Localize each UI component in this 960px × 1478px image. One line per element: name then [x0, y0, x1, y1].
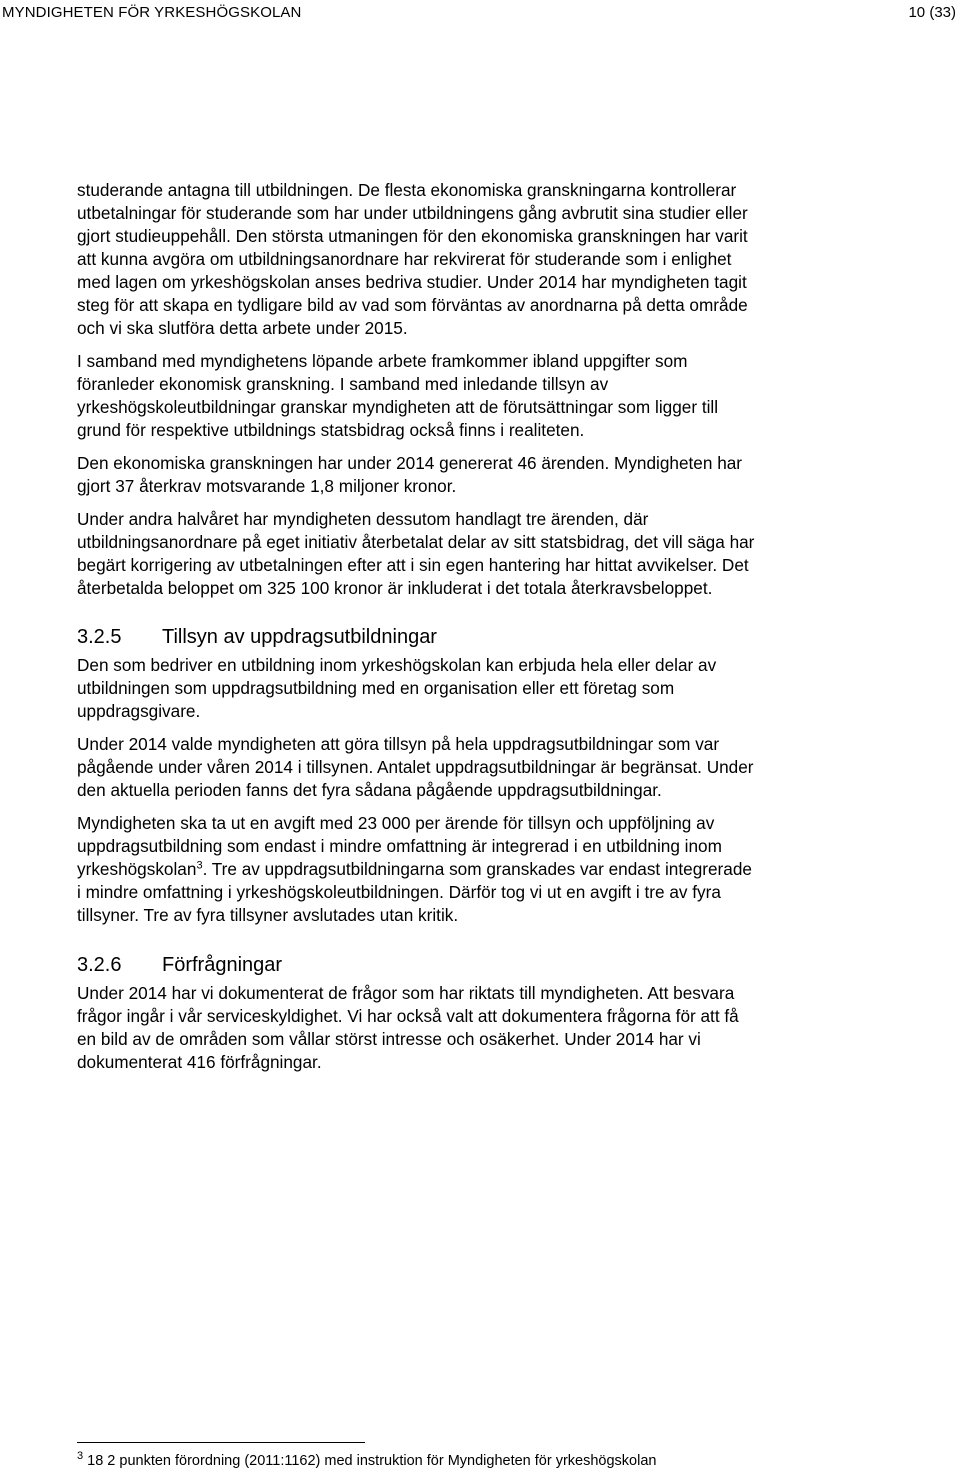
- footnote-divider: [77, 1442, 365, 1443]
- section-325-paragraph-3: [77, 812, 877, 927]
- body-text: [77, 179, 877, 1074]
- section-heading-326: [77, 952, 877, 978]
- header-page-number: 10 (33): [908, 4, 956, 21]
- section-title: Tillsyn av uppdragsutbildningar: [162, 626, 437, 648]
- section-325-paragraph-1: Den som bedriver en utbildning inom yrkeshögskolan kan erbjuda hela eller delar av utbildningen som uppdragsutbildning med en organisation eller ett företag som uppdragsgivare.: [77, 655, 717, 721]
- footnote-marker: 3: [77, 1450, 84, 1463]
- page-header: [0, 4, 960, 26]
- footnote-reference: 3: [196, 859, 203, 872]
- section-325-paragraph-2: Under 2014 valde myndigheten att göra tillsyn på hela uppdragsutbildningar som var pågående under våren 2014 i tillsynen. Antalet uppdragsutbildningar är begränsat. Under den aktuella perioden fanns det fyra sådana pågående uppdragsutbildningar.: [77, 734, 754, 800]
- paragraph-text: Myndigheten ska ta ut en avgift med 23 000 per ärende för tillsyn och uppföljning av uppdragsutbildning som endast i mindre omfattning är integrerad i en utbildning inom yrkeshögskolan: [77, 813, 722, 879]
- paragraph-intro-2: I samband med myndighetens löpande arbete framkommer ibland uppgifter som föranleder ekonomisk granskning. I samband med inledande tillsyn av yrkeshögskoleutbildningar granskar myndigheten att de förutsättningar som ligger till grund för respektive utbildnings statsbidrag också finns i realiteten.: [77, 351, 719, 440]
- section-326-paragraph-1: Under 2014 har vi dokumenterat de frågor som har riktats till myndigheten. Att besvara frågor ingår i vår serviceskyldighet. Vi har också valt att dokumentera frågorna för att få en bild av de områden som vållar störst intresse och osäkerhet. Under 2014 har vi dokumenterat 416 förfrågningar.: [77, 983, 739, 1072]
- section-heading-325: [77, 624, 877, 650]
- footnote-text: 18 2 punkten förordning (2011:1162) med instruktion för Myndigheten för yrkeshögskolan: [87, 1453, 657, 1469]
- paragraph-intro-4: Under andra halvåret har myndigheten dessutom handlagt tre ärenden, där utbildningsanordnare på eget initiativ återbetalat delar av sitt statsbidrag, det vill säga har begärt korrigering av utbetalningen efter att i sin egen hantering har hittat avvikelser. Det återbetalda beloppet om 325 100 kronor är inkluderat i det totala återkravsbeloppet.: [77, 509, 755, 598]
- section-number: 3.2.6: [77, 954, 122, 976]
- section-number: 3.2.5: [77, 626, 122, 648]
- footnote: [77, 1452, 656, 1470]
- paragraph-intro-3: Den ekonomiska granskningen har under 2014 genererat 46 ärenden. Myndigheten har gjort 37 återkrav motsvarande 1,8 miljoner kronor.: [77, 453, 743, 496]
- section-title: Förfrågningar: [162, 954, 283, 976]
- paragraph-intro-1: studerande antagna till utbildningen. De flesta ekonomiska granskningarna kontrollerar utbetalningar för studerande som har under utbildningens gång avbrutit sina studier eller gjort studieuppehåll. Den största utmaningen för den ekonomiska granskningen har varit att kunna avgöra om utbildningsanordnare har rekvirerat för studerande som i enlighet med lagen om yrkeshögskolan anses bedriva studier. Under 2014 har myndigheten tagit steg för att skapa en tydligare bild av vad som förväntas av anordnarna på detta område och vi ska slutföra detta arbete under 2015.: [77, 180, 748, 338]
- paragraph-text: . Tre av uppdragsutbildningarna som granskades var endast integrerade i mindre omfattning i yrkeshögskoleutbildningen. Därför tog vi ut en avgift i tre av fyra tillsyner. Tre av fyra tillsyner avslutades utan kritik.: [77, 859, 752, 925]
- header-organization: MYNDIGHETEN FÖR YRKESHÖGSKOLAN: [2, 4, 302, 21]
